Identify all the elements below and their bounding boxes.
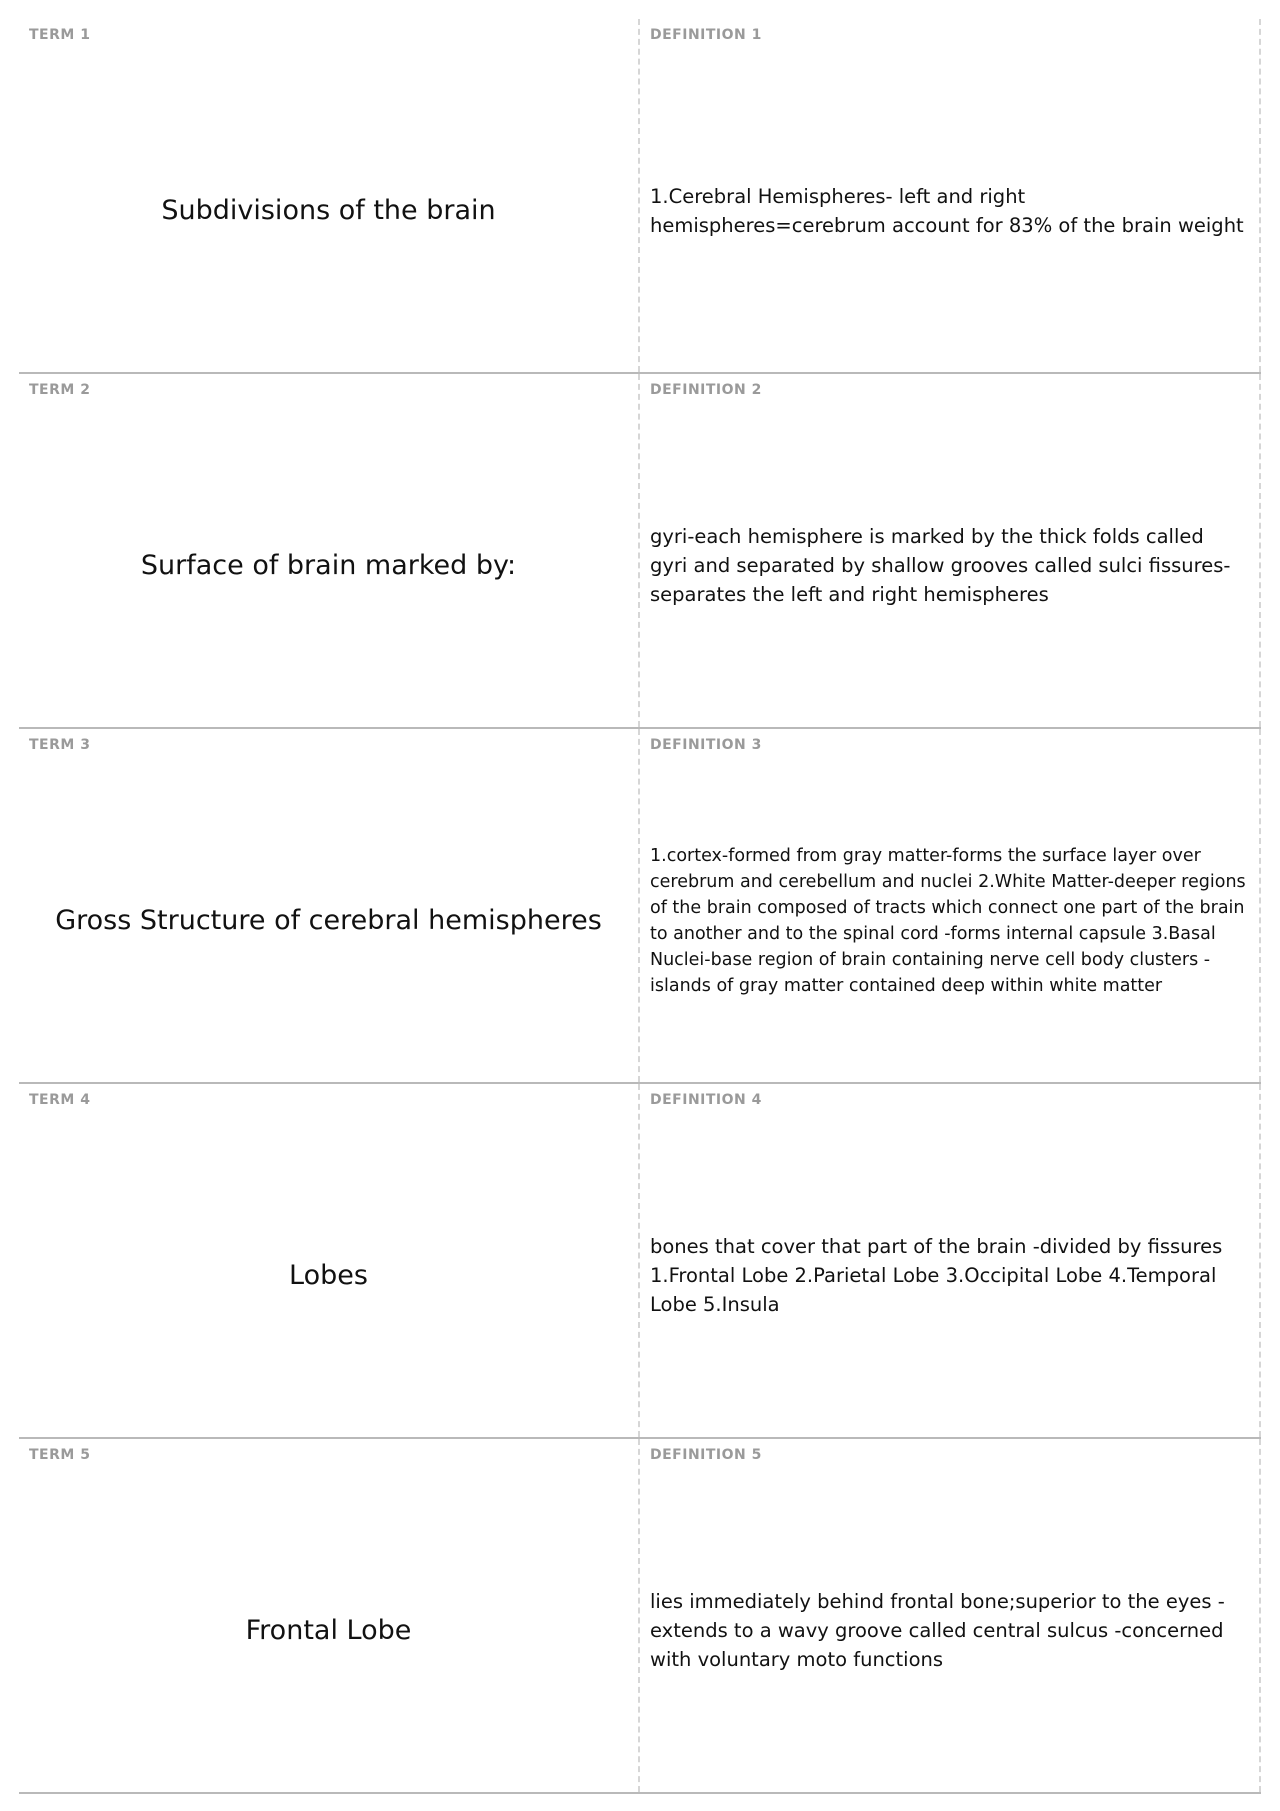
definition-text-3	[650, 759, 1247, 1082]
term-text-1	[39, 49, 618, 372]
flashcard-row-1	[19, 19, 1261, 374]
term-label-3: TERM 3	[29, 737, 91, 753]
term-text-2	[39, 404, 618, 727]
term-text-5	[39, 1469, 618, 1792]
flashcard-row-5	[19, 1439, 1261, 1794]
term-label-4: TERM 4	[29, 1092, 91, 1108]
definition-cell-4	[640, 1084, 1261, 1437]
definition-2: gyri-each hemisphere is marked by the thick folds called gyri and separated by shallow grooves called sulci fissures- separates the left and right hemispheres	[650, 525, 1231, 606]
term-cell-1	[19, 19, 640, 372]
term-text-3	[39, 759, 618, 1082]
term-4: Lobes	[289, 1259, 368, 1291]
definition-label-1: DEFINITION 1	[650, 27, 762, 43]
definition-1: 1.Cerebral Hemispheres- left and right hemispheres=cerebrum account for 83% of the brain weight	[650, 184, 1244, 237]
definition-label-5: DEFINITION 5	[650, 1447, 762, 1463]
definition-cell-1	[640, 19, 1261, 372]
term-2: Surface of brain marked by:	[140, 549, 517, 581]
term-label-5: TERM 5	[29, 1447, 91, 1463]
term-3: Gross Structure of cerebral hemispheres	[55, 904, 602, 936]
definition-cell-2	[640, 374, 1261, 727]
term-cell-2	[19, 374, 640, 727]
flashcard-row-3	[19, 729, 1261, 1084]
definition-3: 1.cortex-formed from gray matter-forms the surface layer over cerebrum and cerebellum and nuclei 2.White Matter-deeper regions of the brain composed of tracts which connect one part of the brain to another and to the spinal cord -forms internal capsule 3.Basal Nuclei-base region of brain containing nerve cell body clusters -islands of gray matter contained deep within white matter	[650, 845, 1246, 996]
flashcard-sheet	[19, 19, 1261, 1794]
definition-text-5	[650, 1469, 1247, 1792]
term-cell-5	[19, 1439, 640, 1792]
term-cell-3	[19, 729, 640, 1082]
definition-cell-5	[640, 1439, 1261, 1792]
term-label-1: TERM 1	[29, 27, 91, 43]
definition-text-2	[650, 404, 1247, 727]
definition-5: lies immediately behind frontal bone;superior to the eyes -extends to a wavy groove called central sulcus -concerned with voluntary moto functions	[650, 1590, 1225, 1671]
definition-text-4	[650, 1114, 1247, 1437]
definition-4: bones that cover that part of the brain -divided by fissures 1.Frontal Lobe 2.Parietal Lobe 3.Occipital Lobe 4.Temporal Lobe 5.Insula	[650, 1235, 1223, 1316]
definition-label-2: DEFINITION 2	[650, 382, 762, 398]
definition-label-4: DEFINITION 4	[650, 1092, 762, 1108]
definition-text-1	[650, 49, 1247, 372]
definition-cell-3	[640, 729, 1261, 1082]
flashcard-row-2	[19, 374, 1261, 729]
flashcard-row-4	[19, 1084, 1261, 1439]
definition-label-3: DEFINITION 3	[650, 737, 762, 753]
term-label-2: TERM 2	[29, 382, 91, 398]
term-5: Frontal Lobe	[245, 1614, 412, 1646]
term-text-4	[39, 1114, 618, 1437]
term-1: Subdivisions of the brain	[161, 194, 496, 226]
term-cell-4	[19, 1084, 640, 1437]
